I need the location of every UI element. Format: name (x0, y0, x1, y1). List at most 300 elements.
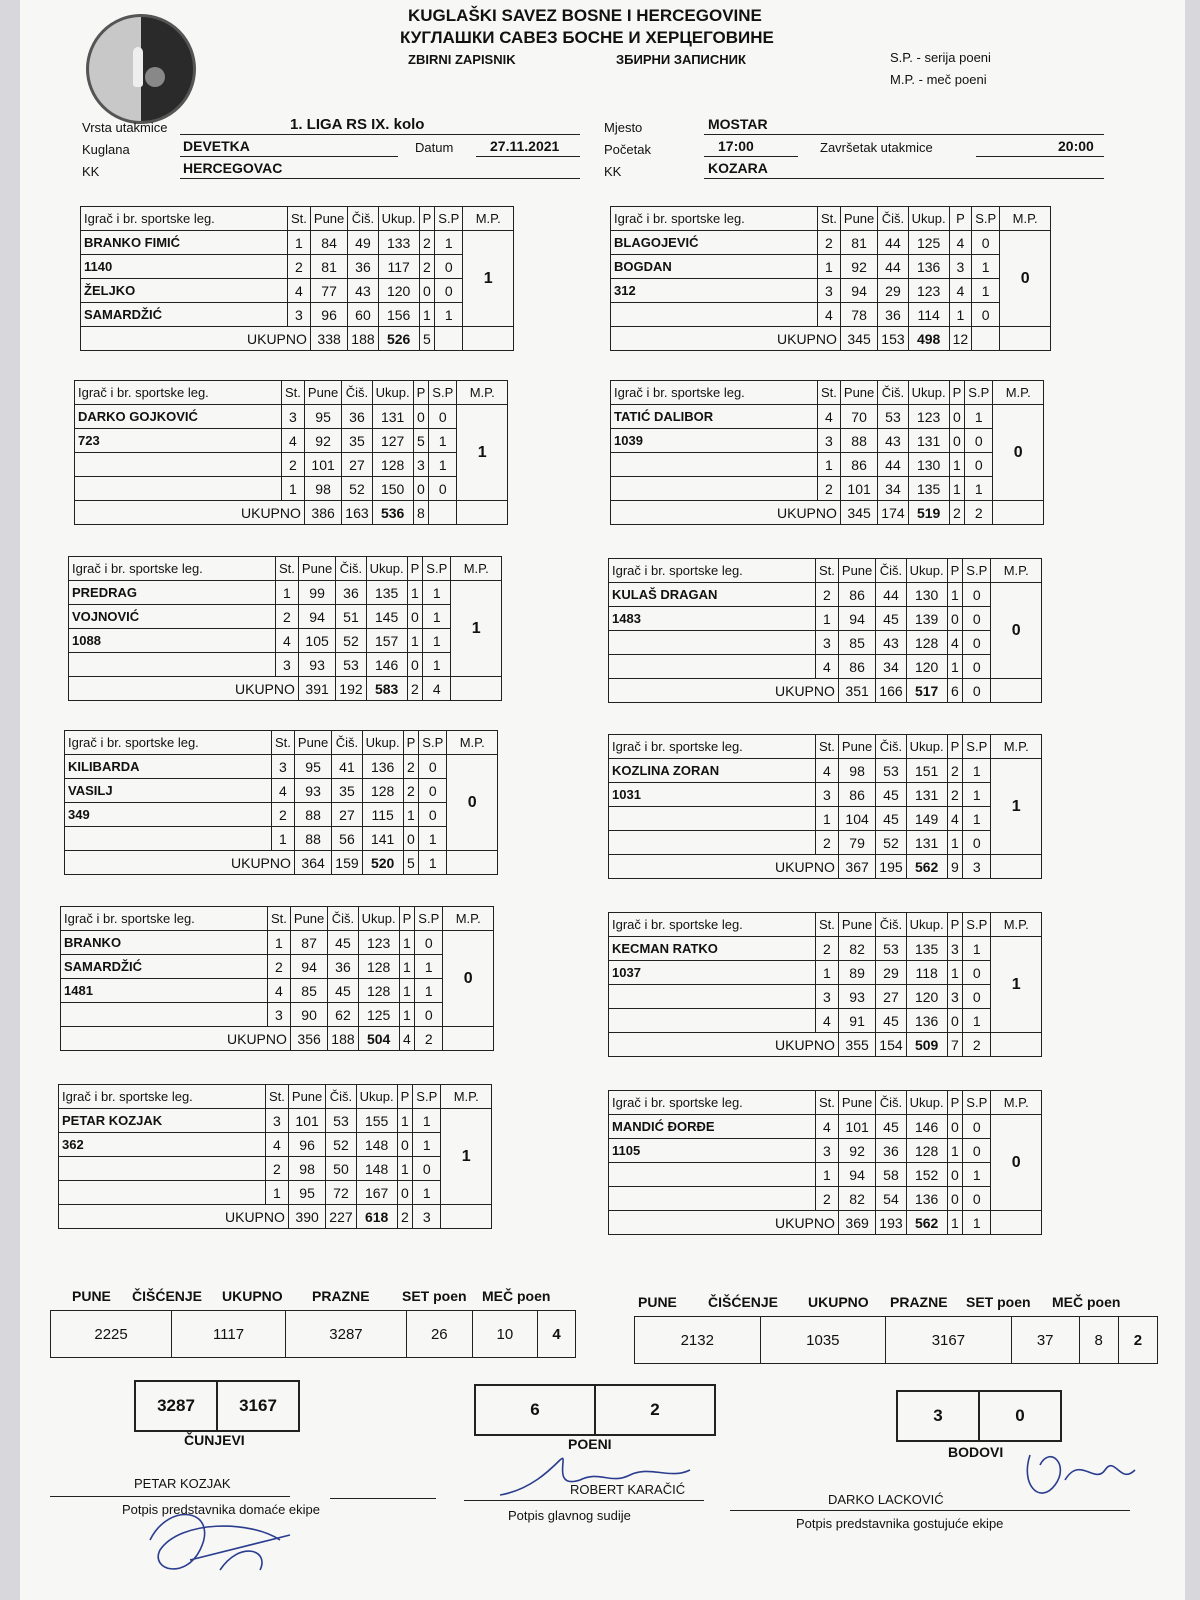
score-cell: 95 (304, 405, 341, 429)
score-cell: 35 (342, 429, 372, 453)
total-cell: 188 (348, 327, 378, 351)
column-header: Čiš. (336, 557, 366, 581)
home-player-block (68, 556, 502, 701)
total-cell: 2 (965, 501, 993, 525)
player-name-cell (609, 807, 816, 831)
score-cell: 45 (876, 783, 906, 807)
score-cell: 1 (435, 231, 463, 255)
total-cell: 9 (947, 855, 963, 879)
ukupno-label: UKUPNO (69, 677, 299, 701)
total-cell: 509 (906, 1033, 947, 1057)
table-row (59, 1133, 492, 1157)
bowling-ball-icon (145, 67, 165, 87)
player-name-cell: BLAGOJEVIĆ (611, 231, 818, 255)
player-name-cell: 1037 (609, 961, 816, 985)
total-cell: 391 (298, 677, 335, 701)
kk-away-label: KK (604, 164, 622, 179)
column-header: Pune (838, 913, 875, 937)
column-header: S.P (413, 1085, 441, 1109)
table-row (611, 231, 1051, 255)
total-cell: 2 (949, 501, 965, 525)
score-cell: 3 (947, 985, 963, 1009)
column-header: P (947, 735, 963, 759)
column-header: M.P. (463, 207, 514, 231)
total-cell: 4 (423, 677, 451, 701)
score-cell: 125 (908, 231, 949, 255)
score-cell: 0 (947, 1009, 963, 1033)
match-point-cell: 0 (991, 1115, 1042, 1211)
player-name-cell (75, 453, 282, 477)
score-cell: 2 (816, 937, 839, 961)
column-header: S.P (963, 913, 991, 937)
column-header: Igrač i br. sportske leg. (611, 207, 818, 231)
column-header: Ukup. (362, 731, 403, 755)
table-row (61, 931, 494, 955)
poeni-label: POENI (568, 1436, 612, 1452)
score-cell: 45 (876, 1009, 906, 1033)
total-cell: 536 (372, 501, 413, 525)
score-cell: 0 (415, 931, 443, 955)
column-header: S.P (972, 207, 1000, 231)
total-cell: 2 (963, 1033, 991, 1057)
total-cell: 227 (326, 1205, 356, 1229)
score-cell: 2 (816, 831, 839, 855)
column-header-row (81, 207, 514, 231)
away-totals-headers (638, 1294, 1142, 1310)
column-header: M.P. (991, 1091, 1042, 1115)
table-row (609, 783, 1042, 807)
score-cell: 1 (949, 477, 965, 501)
player-name-cell: MANDIĆ ĐORĐE (609, 1115, 816, 1139)
total-cell: 355 (838, 1033, 875, 1057)
column-header: S.P (963, 1091, 991, 1115)
total-cell: 338 (310, 327, 347, 351)
total-row (65, 851, 498, 875)
column-header: S.P (423, 557, 451, 581)
score-cell: 81 (840, 231, 877, 255)
player-name-cell: KULAŠ DRAGAN (609, 583, 816, 607)
player-name-cell: PETAR KOZJAK (59, 1109, 266, 1133)
column-header: Igrač i br. sportske leg. (609, 1091, 816, 1115)
score-cell: 114 (908, 303, 949, 327)
empty-cell (463, 327, 514, 351)
bowling-pin-icon (133, 47, 143, 87)
score-cell: 1 (415, 955, 443, 979)
score-cell: 82 (838, 937, 875, 961)
table-row (609, 1009, 1042, 1033)
match-point-cell: 0 (443, 931, 494, 1027)
score-cell: 130 (906, 583, 947, 607)
score-cell: 0 (949, 429, 965, 453)
column-header: M.P. (993, 381, 1044, 405)
column-header: S.P (963, 559, 991, 583)
totals-header: MEČ poen (1052, 1294, 1121, 1310)
judge-name: ROBERT KARAČIĆ (570, 1482, 686, 1497)
home-player-block (58, 1084, 492, 1229)
empty-cell (451, 677, 502, 701)
score-cell: 2 (268, 955, 291, 979)
score-cell: 1 (419, 303, 435, 327)
score-cell: 135 (908, 477, 949, 501)
total-cell: 166 (876, 679, 906, 703)
home-player-block (74, 380, 508, 525)
score-cell: 0 (397, 1133, 413, 1157)
score-cell: 36 (342, 405, 372, 429)
totals-header: ČIŠĆENJE (132, 1288, 203, 1304)
column-header-row (59, 1085, 492, 1109)
score-cell: 1 (972, 279, 1000, 303)
table-row (61, 979, 494, 1003)
score-cell: 2 (403, 779, 419, 803)
table-row (609, 1163, 1042, 1187)
score-cell: 36 (328, 955, 358, 979)
column-header: M.P. (991, 913, 1042, 937)
column-header-row (65, 731, 498, 755)
column-header: St. (818, 381, 841, 405)
score-cell: 1 (399, 955, 415, 979)
score-cell: 0 (397, 1181, 413, 1205)
column-header-row (609, 913, 1042, 937)
score-cell: 53 (326, 1109, 356, 1133)
column-header: M.P. (443, 907, 494, 931)
score-cell: 123 (908, 405, 949, 429)
total-row (69, 677, 502, 701)
home-player-block (64, 730, 498, 875)
score-cell: 78 (840, 303, 877, 327)
score-cell: 0 (413, 405, 429, 429)
total-cell: 2 (397, 1205, 413, 1229)
score-cell: 27 (876, 985, 906, 1009)
empty-cell (993, 501, 1044, 525)
table-row (609, 1139, 1042, 1163)
score-cell: 128 (358, 979, 399, 1003)
score-cell: 94 (290, 955, 327, 979)
column-header: Pune (294, 731, 331, 755)
column-header: P (407, 557, 423, 581)
away-player-block (610, 206, 1051, 351)
mjesto-label: Mjesto (604, 120, 643, 135)
score-cell: 3 (947, 937, 963, 961)
score-cell: 2 (403, 755, 419, 779)
total-cell: 1 (419, 851, 447, 875)
score-cell: 53 (876, 759, 906, 783)
table-row (75, 405, 508, 429)
score-cell: 94 (838, 1163, 875, 1187)
score-cell: 1 (816, 1163, 839, 1187)
table-row (609, 961, 1042, 985)
score-cell: 146 (906, 1115, 947, 1139)
table-row (611, 279, 1051, 303)
score-cell: 3 (816, 985, 839, 1009)
score-cell: 125 (358, 1003, 399, 1027)
player-name-cell: KOZLINA ZORAN (609, 759, 816, 783)
column-header: Pune (840, 207, 877, 231)
column-header: Ukup. (908, 381, 949, 405)
total-cell: 193 (876, 1211, 906, 1235)
subtitle-cyrillic: ЗБИРНИ ЗАПИСНИК (616, 52, 746, 67)
score-cell: 81 (310, 255, 347, 279)
home-player-block (80, 206, 514, 351)
table-row (81, 231, 514, 255)
column-header: Čiš. (876, 735, 906, 759)
score-cell: 1 (413, 1109, 441, 1133)
table-row (65, 779, 498, 803)
score-cell: 86 (838, 783, 875, 807)
score-cell: 4 (949, 279, 972, 303)
score-cell: 1 (415, 979, 443, 1003)
score-cell: 0 (947, 1115, 963, 1139)
total-cell: 390 (288, 1205, 325, 1229)
totals-cell: 3287 (285, 1311, 406, 1358)
table-row (609, 655, 1042, 679)
score-cell: 85 (290, 979, 327, 1003)
title-latin: KUGLAŠKI SAVEZ BOSNE I HERCEGOVINE (408, 6, 762, 25)
score-cell: 52 (876, 831, 906, 855)
totals-header: UKUPNO (222, 1288, 283, 1304)
total-cell: 1 (947, 1211, 963, 1235)
score-cell: 60 (348, 303, 378, 327)
zavrsetak-value: 20:00 (1058, 138, 1094, 154)
ukupno-label: UKUPNO (81, 327, 311, 351)
player-name-cell: KECMAN RATKO (609, 937, 816, 961)
totals-cell: 2132 (635, 1317, 761, 1364)
score-cell: 128 (358, 955, 399, 979)
score-cell: 98 (288, 1157, 325, 1181)
score-cell: 105 (298, 629, 335, 653)
score-cell: 45 (328, 979, 358, 1003)
score-cell: 1 (276, 581, 299, 605)
score-cell: 2 (282, 453, 305, 477)
table-row (69, 581, 502, 605)
score-cell: 1 (972, 255, 1000, 279)
column-header: Igrač i br. sportske leg. (69, 557, 276, 581)
column-header: Igrač i br. sportske leg. (609, 735, 816, 759)
score-cell: 0 (972, 303, 1000, 327)
score-cell: 2 (816, 583, 839, 607)
score-cell: 135 (366, 581, 407, 605)
column-header: S.P (965, 381, 993, 405)
score-cell: 104 (838, 807, 875, 831)
column-header: St. (272, 731, 295, 755)
player-name-cell: 312 (611, 279, 818, 303)
total-row (81, 327, 514, 351)
total-cell: 163 (342, 501, 372, 525)
column-header: Čiš. (878, 207, 908, 231)
score-cell: 0 (419, 279, 435, 303)
score-cell: 88 (840, 429, 877, 453)
column-header: St. (288, 207, 311, 231)
score-cell: 62 (328, 1003, 358, 1027)
score-cell: 1 (429, 429, 457, 453)
total-cell (429, 501, 457, 525)
empty-cell (447, 851, 498, 875)
score-cell: 0 (963, 655, 991, 679)
score-cell: 1 (423, 605, 451, 629)
score-cell: 45 (876, 607, 906, 631)
score-cell: 4 (272, 779, 295, 803)
totals-header: UKUPNO (808, 1294, 869, 1310)
total-cell: 174 (878, 501, 908, 525)
player-name-cell: 1140 (81, 255, 288, 279)
score-cell: 3 (949, 255, 972, 279)
score-cell: 101 (840, 477, 877, 501)
table-row (59, 1181, 492, 1205)
score-cell: 145 (366, 605, 407, 629)
column-header: P (403, 731, 419, 755)
score-cell: 2 (818, 477, 841, 501)
score-cell: 0 (419, 803, 447, 827)
title-cyrillic: КУГЛАШКИ САВЕЗ БОСНЕ И ХЕРЦЕГОВИНЕ (400, 28, 774, 47)
score-cell: 1 (947, 655, 963, 679)
score-cell: 3 (818, 429, 841, 453)
match-point-cell: 1 (463, 231, 514, 327)
score-cell: 0 (947, 607, 963, 631)
score-cell: 0 (947, 1163, 963, 1187)
kk-home-label: KK (82, 164, 100, 179)
column-header-row (61, 907, 494, 931)
kk-away-value: KOZARA (708, 160, 768, 176)
score-cell: 120 (906, 655, 947, 679)
score-cell: 128 (906, 1139, 947, 1163)
score-cell: 4 (276, 629, 299, 653)
player-name-cell: 1105 (609, 1139, 816, 1163)
table-row (81, 279, 514, 303)
score-cell: 1 (268, 931, 291, 955)
score-cell: 0 (435, 279, 463, 303)
column-header: Igrač i br. sportske leg. (65, 731, 272, 755)
cunjevi-away: 3167 (217, 1381, 299, 1431)
table-row (65, 803, 498, 827)
score-cell: 120 (378, 279, 419, 303)
empty-cell (991, 1033, 1042, 1057)
total-cell: 2 (415, 1027, 443, 1051)
score-cell: 3 (288, 303, 311, 327)
away-handwritten-signature (1010, 1425, 1150, 1515)
score-cell: 1 (947, 1139, 963, 1163)
score-cell: 1 (818, 255, 841, 279)
score-cell: 56 (332, 827, 362, 851)
empty-cell (991, 679, 1042, 703)
column-header: S.P (415, 907, 443, 931)
score-cell: 120 (906, 985, 947, 1009)
score-cell: 0 (403, 827, 419, 851)
score-cell: 101 (288, 1109, 325, 1133)
column-header: Ukup. (908, 207, 949, 231)
column-header: Čiš. (332, 731, 362, 755)
total-cell: 4 (399, 1027, 415, 1051)
score-cell: 167 (356, 1181, 397, 1205)
total-cell: 498 (908, 327, 949, 351)
column-header: St. (282, 381, 305, 405)
table-row (69, 629, 502, 653)
table-row (609, 807, 1042, 831)
home-player-block (60, 906, 494, 1051)
table-row (609, 583, 1042, 607)
table-row (65, 827, 498, 851)
score-cell: 1 (963, 759, 991, 783)
table-row (61, 955, 494, 979)
kuglana-value: DEVETKA (183, 138, 250, 154)
player-name-cell (61, 1003, 268, 1027)
match-point-cell: 1 (991, 759, 1042, 855)
column-header: Ukup. (906, 913, 947, 937)
away-player-block (608, 734, 1042, 879)
score-cell: 45 (328, 931, 358, 955)
score-cell: 45 (876, 807, 906, 831)
score-cell: 0 (965, 453, 993, 477)
table-row (81, 303, 514, 327)
total-cell: 519 (908, 501, 949, 525)
score-cell: 43 (348, 279, 378, 303)
column-header: Pune (298, 557, 335, 581)
match-point-cell: 0 (993, 405, 1044, 501)
score-cell: 1 (949, 303, 972, 327)
table-row (609, 607, 1042, 631)
table-row (611, 303, 1051, 327)
table-row (611, 405, 1044, 429)
player-name-cell (609, 631, 816, 655)
score-cell: 1 (816, 807, 839, 831)
score-cell: 92 (304, 429, 341, 453)
column-header: Ukup. (378, 207, 419, 231)
score-cell: 44 (878, 255, 908, 279)
table-row (59, 1109, 492, 1133)
table-row (609, 759, 1042, 783)
score-cell: 94 (838, 607, 875, 631)
score-cell: 41 (332, 755, 362, 779)
total-cell: 8 (413, 501, 429, 525)
total-cell: 345 (840, 327, 877, 351)
total-row (609, 679, 1042, 703)
ukupno-label: UKUPNO (75, 501, 305, 525)
total-cell: 1 (963, 1211, 991, 1235)
score-cell: 128 (362, 779, 403, 803)
score-cell: 50 (326, 1157, 356, 1181)
score-cell: 131 (908, 429, 949, 453)
empty-cell (991, 855, 1042, 879)
column-header: Ukup. (906, 1091, 947, 1115)
player-name-cell: 1481 (61, 979, 268, 1003)
column-header: St. (266, 1085, 289, 1109)
score-cell: 4 (816, 759, 839, 783)
cunjevi-home: 3287 (135, 1381, 217, 1431)
score-cell: 130 (908, 453, 949, 477)
poeni-away: 2 (595, 1385, 715, 1435)
score-cell: 89 (838, 961, 875, 985)
score-cell: 1 (272, 827, 295, 851)
total-cell: 386 (304, 501, 341, 525)
total-row (609, 1211, 1042, 1235)
score-cell: 92 (840, 255, 877, 279)
totals-header: ČIŠĆENJE (708, 1294, 779, 1310)
score-cell: 70 (840, 405, 877, 429)
score-cell: 3 (816, 1139, 839, 1163)
score-cell: 29 (876, 961, 906, 985)
score-cell: 131 (906, 783, 947, 807)
score-cell: 1 (963, 937, 991, 961)
ukupno-label: UKUPNO (611, 501, 841, 525)
score-cell: 139 (906, 607, 947, 631)
column-header: M.P. (447, 731, 498, 755)
table-row (75, 429, 508, 453)
player-name-cell: VASILJ (65, 779, 272, 803)
score-cell: 150 (372, 477, 413, 501)
player-name-cell: 1088 (69, 629, 276, 653)
score-cell: 128 (906, 631, 947, 655)
score-cell: 2 (419, 231, 435, 255)
score-cell: 152 (906, 1163, 947, 1187)
score-cell: 52 (342, 477, 372, 501)
